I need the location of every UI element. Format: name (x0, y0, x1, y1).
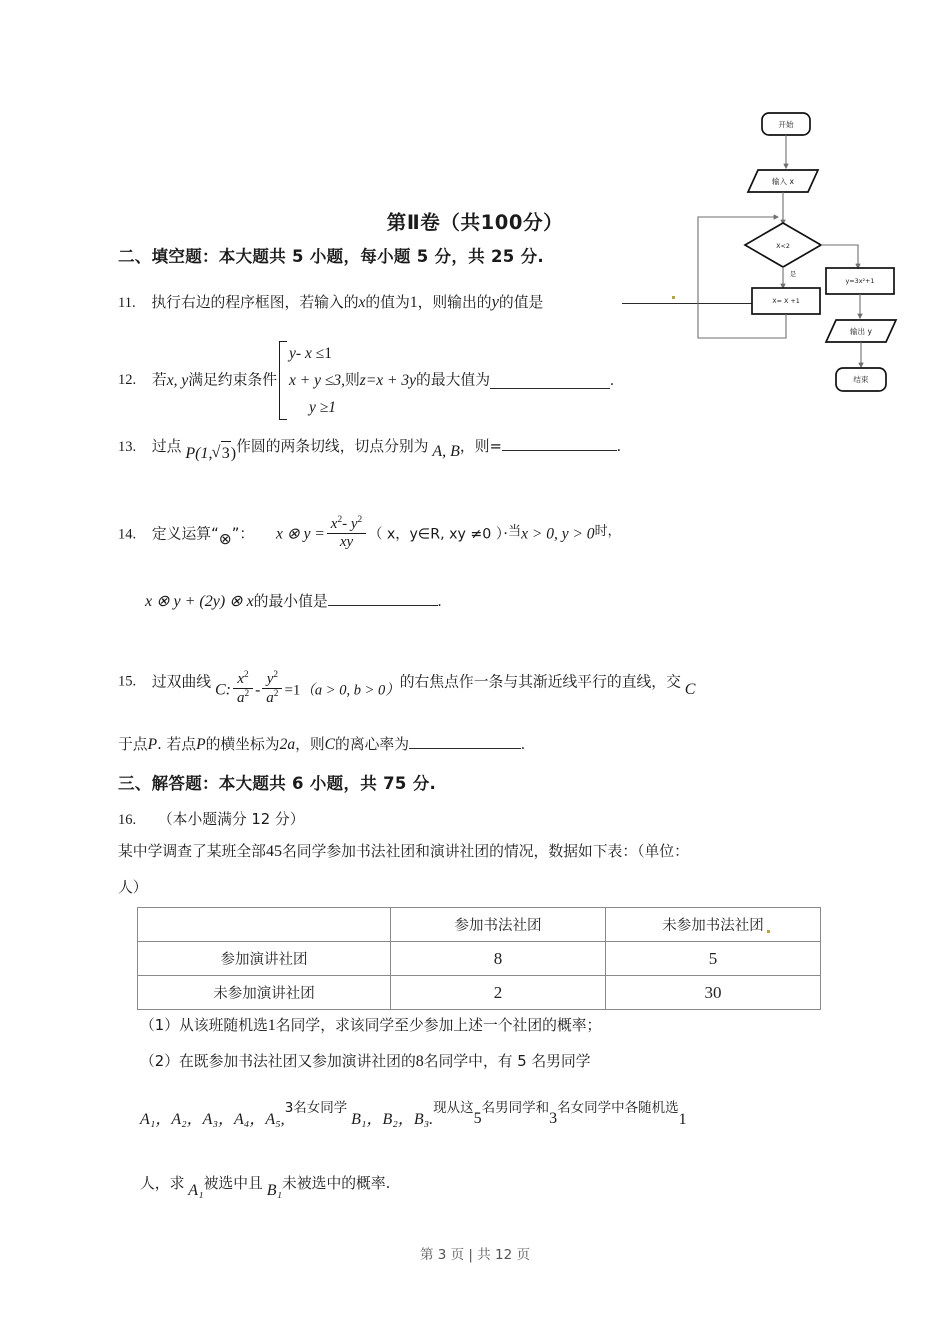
question-12-lead: 若 (151, 371, 167, 389)
ocr-speck (767, 930, 770, 933)
question-12-tail: 的最大值为 (416, 371, 491, 389)
question-16-boys-n: 5 (473, 1110, 482, 1127)
question-15-answer-blank[interactable] (409, 733, 521, 749)
question-15-point-p: P (147, 736, 158, 753)
question-14-when: 当 (508, 523, 522, 539)
question-11-var-y: y (491, 292, 499, 311)
table-cell-1-0: 2 (391, 976, 606, 1010)
constraint-row-3: y ≥1 (309, 399, 337, 417)
table-cell-1-1: 30 (606, 976, 821, 1010)
question-16-stem (118, 840, 689, 864)
question-15-lead: 过双曲线 (151, 673, 212, 691)
question-16-sub1-count: 1 (267, 1017, 276, 1034)
question-13-tangent-points: A, B (432, 443, 460, 460)
question-16-boys-list: A₁，A₂，A₃，A₄，A₅, (140, 1111, 285, 1128)
club-participation-table (137, 907, 821, 1010)
program-flowchart (690, 100, 930, 420)
question-14 (118, 515, 621, 551)
flowchart-decision-label: X<2 (776, 242, 790, 250)
question-15-number: 15. (118, 673, 137, 690)
question-11-text-part1: 执行右边的程序框图，若输入的 (151, 294, 359, 311)
question-16-number: 16. (118, 812, 137, 828)
question-16-sub1 (140, 1014, 601, 1038)
question-16-stem-part3: 人） (118, 879, 148, 896)
question-16-line4-b: 被选中且 (203, 1175, 263, 1192)
question-12-vars: x, y (166, 372, 189, 390)
question-14-lead: 定义运算“ (151, 525, 219, 543)
question-11-var-x: x (358, 294, 366, 311)
question-13-lead: 过点 (151, 438, 182, 455)
table-cell-0-0: 8 (391, 942, 606, 976)
question-16-boys-label: 名男同学和 (481, 1100, 550, 1116)
flowchart-increment-label: X= X +1 (772, 297, 800, 305)
question-14-when-tail: 时， (594, 523, 621, 539)
question-15-point-p2: P (196, 736, 206, 753)
question-16-girls-list: B₁，B₂，B₃. (351, 1111, 434, 1128)
question-14-lead2: ”： (231, 525, 255, 543)
flowchart-compute-label: y=3x²+1 (845, 277, 875, 285)
question-12-objective-var: z (359, 372, 366, 390)
question-15-equation: C: $\frac{x^2}{a^2}$ - $\frac{y^2}{a^2}$ =1（a > 0, b > 0） (214, 670, 400, 707)
table-col-header-1: 未参加书法社团 (606, 908, 821, 942)
question-12-lead2: 满足约束条件 (188, 371, 277, 389)
constraint-row-1 (289, 340, 345, 367)
question-11-number: 11. (118, 295, 136, 311)
section-heading-fill-in-blank: 二、填空题：本大题共 5 小题，每小题 5 分，共 25 分. (118, 247, 544, 266)
question-13-tail: ，则= (459, 438, 502, 455)
question-12-number: 12. (118, 371, 137, 388)
page-footer: 第 3 页 | 共 12 页 (419, 1247, 531, 1263)
question-16-sub2-line2 (140, 1098, 687, 1132)
question-16-line4-c: 未被选中的概率. (282, 1175, 391, 1192)
question-13-number: 13. (118, 439, 137, 455)
question-12-then: 则 (344, 371, 360, 389)
question-14-tail: 的最小值是 (253, 593, 328, 610)
question-14-expr2: x ⊗ y + (2y) ⊗ x (145, 593, 254, 610)
question-15-line2: 于点P. 若点P的横坐标为2a，则C的离心率为 . (118, 733, 525, 756)
question-13-answer-blank[interactable] (502, 435, 617, 451)
page-title: 第Ⅱ卷（共100分） (386, 211, 564, 234)
question-16-student-count: 45 (265, 843, 282, 860)
question-15-curve-c: C (324, 736, 336, 753)
constraint-1-lhs: y (289, 345, 296, 362)
table-row-label-0: 参加演讲社团 (138, 942, 391, 976)
constraint-row-2: x + y ≤3, (289, 372, 345, 390)
question-16-sub2-line3 (140, 1172, 390, 1203)
question-14-number: 14. (118, 526, 137, 543)
question-14-cond2: y > 0 (561, 525, 595, 543)
question-14-line2: x ⊗ y + (2y) ⊗ x的最小值是 . (145, 590, 442, 614)
question-15-line2-a: 于点 (118, 736, 148, 753)
constraint-1-rel: ≤1 (315, 345, 332, 362)
question-13: 13. 过点 P(1, √ 3)作圆的两条切线，切点分别为 A, B，则= . (118, 435, 621, 466)
question-16-line4-a: 人，求 (140, 1175, 185, 1192)
question-15-intersect-curve: C (684, 681, 696, 698)
section-heading-solution: 三、解答题：本大题共 6 小题，共 75 分. (118, 774, 437, 793)
question-15-line2-b: . 若点 (157, 736, 197, 753)
question-13-middle: 作圆的两条切线，切点分别为 (236, 438, 429, 455)
question-12: 12. 若x, y满足约束条件 y- x ≤1 x + y ≤3, y ≥1 则z=x + 3y的最大值为 . (118, 340, 614, 421)
table-col-header-0: 参加书法社团 (391, 908, 606, 942)
question-16-stem-part1: 某中学调查了某班全部 (118, 843, 266, 860)
question-14-domain: （ x，y∈R, xy ≠0 ） (368, 526, 503, 543)
flowchart-end-label: 结束 (853, 375, 869, 384)
ocr-speck (672, 296, 675, 299)
table-row-label-1: 未参加演讲社团 (138, 976, 391, 1010)
question-16-sub2-lead: （2）在既参加书法社团又参加演讲社团的 (140, 1053, 416, 1070)
table-row (138, 976, 821, 1010)
table-row (138, 942, 821, 976)
question-12-constraint-system (277, 340, 345, 421)
question-16-sub2 (140, 1050, 591, 1074)
question-16-sub2-count: 8 (415, 1053, 424, 1070)
question-15-line2-d: ，则 (295, 736, 325, 753)
table-corner-cell (138, 908, 391, 942)
question-16-sub1-tail: 名同学，求该同学至少参加上述一个社团的概率； (275, 1017, 602, 1034)
question-11-text-part2: 的值为 (365, 294, 410, 311)
question-14-answer-blank[interactable] (328, 590, 438, 606)
question-16-pick-n: 1 (678, 1111, 687, 1128)
flowchart-yes-label: 是 (789, 270, 797, 278)
question-16-number-line (118, 808, 305, 832)
question-16-selected-boy: A₁ (188, 1182, 204, 1199)
flowchart-input-label: 输入 x (771, 177, 795, 186)
question-16-girls-count-label: 3名女同学 (284, 1100, 348, 1116)
flowchart-start-label: 开始 (778, 120, 794, 129)
question-16-score-note: （本小题满分 12 分） (157, 811, 305, 828)
constraint-1-var: x (304, 345, 312, 362)
question-12-objective: =x + 3y (365, 372, 417, 390)
question-16-stem-part2: 名同学参加书法社团和演讲社团的情况，数据如下表：（单位： (281, 843, 689, 860)
question-12-answer-blank[interactable] (490, 373, 610, 389)
question-14-expr-lhs: x ⊗ y = (275, 525, 325, 543)
question-14-cond1: x > 0, (521, 525, 558, 543)
flowchart-output-label: 输出 y (849, 327, 873, 336)
question-13-point: P(1, √ 3) (185, 441, 236, 466)
question-16-stem-line2 (118, 876, 148, 899)
question-15 (118, 670, 695, 707)
question-15-line2-e: 的离心率为 (335, 736, 410, 753)
question-14-dot: · (502, 525, 509, 543)
table-cell-0-1: 5 (606, 942, 821, 976)
question-15-line2-c: 的横坐标为 (205, 736, 280, 753)
question-15-abscissa: 2a (279, 736, 296, 753)
flowchart-edge-no (821, 245, 858, 268)
constraint-1-op: - (295, 345, 302, 362)
question-11-text-part4: 的值是 (498, 294, 544, 311)
question-16-girls-n: 3 (549, 1110, 558, 1127)
question-16-sub1-lead: （1）从该班随机选 (140, 1017, 268, 1034)
question-15-middle: 的右焦点作一条与其渐近线平行的直线，交 (399, 673, 681, 691)
question-14-fraction: $\frac{x^2- y^2}{xy}$ (327, 515, 366, 551)
question-16-unselected-girl: B₁ (266, 1182, 283, 1199)
question-16-girls-label2: 名女同学中各随机选 (557, 1100, 679, 1116)
question-11-input-value: 1 (409, 294, 418, 311)
table-header-row (138, 908, 821, 942)
question-16-sub2-mid: 名同学中，有 5 名男同学 (423, 1053, 591, 1070)
question-16-now-from: 现从这 (433, 1100, 474, 1116)
question-11-text-part3: ，则输出的 (417, 294, 492, 311)
question-11 (118, 290, 543, 315)
question-14-op-symbol: ⊗ (218, 530, 232, 548)
